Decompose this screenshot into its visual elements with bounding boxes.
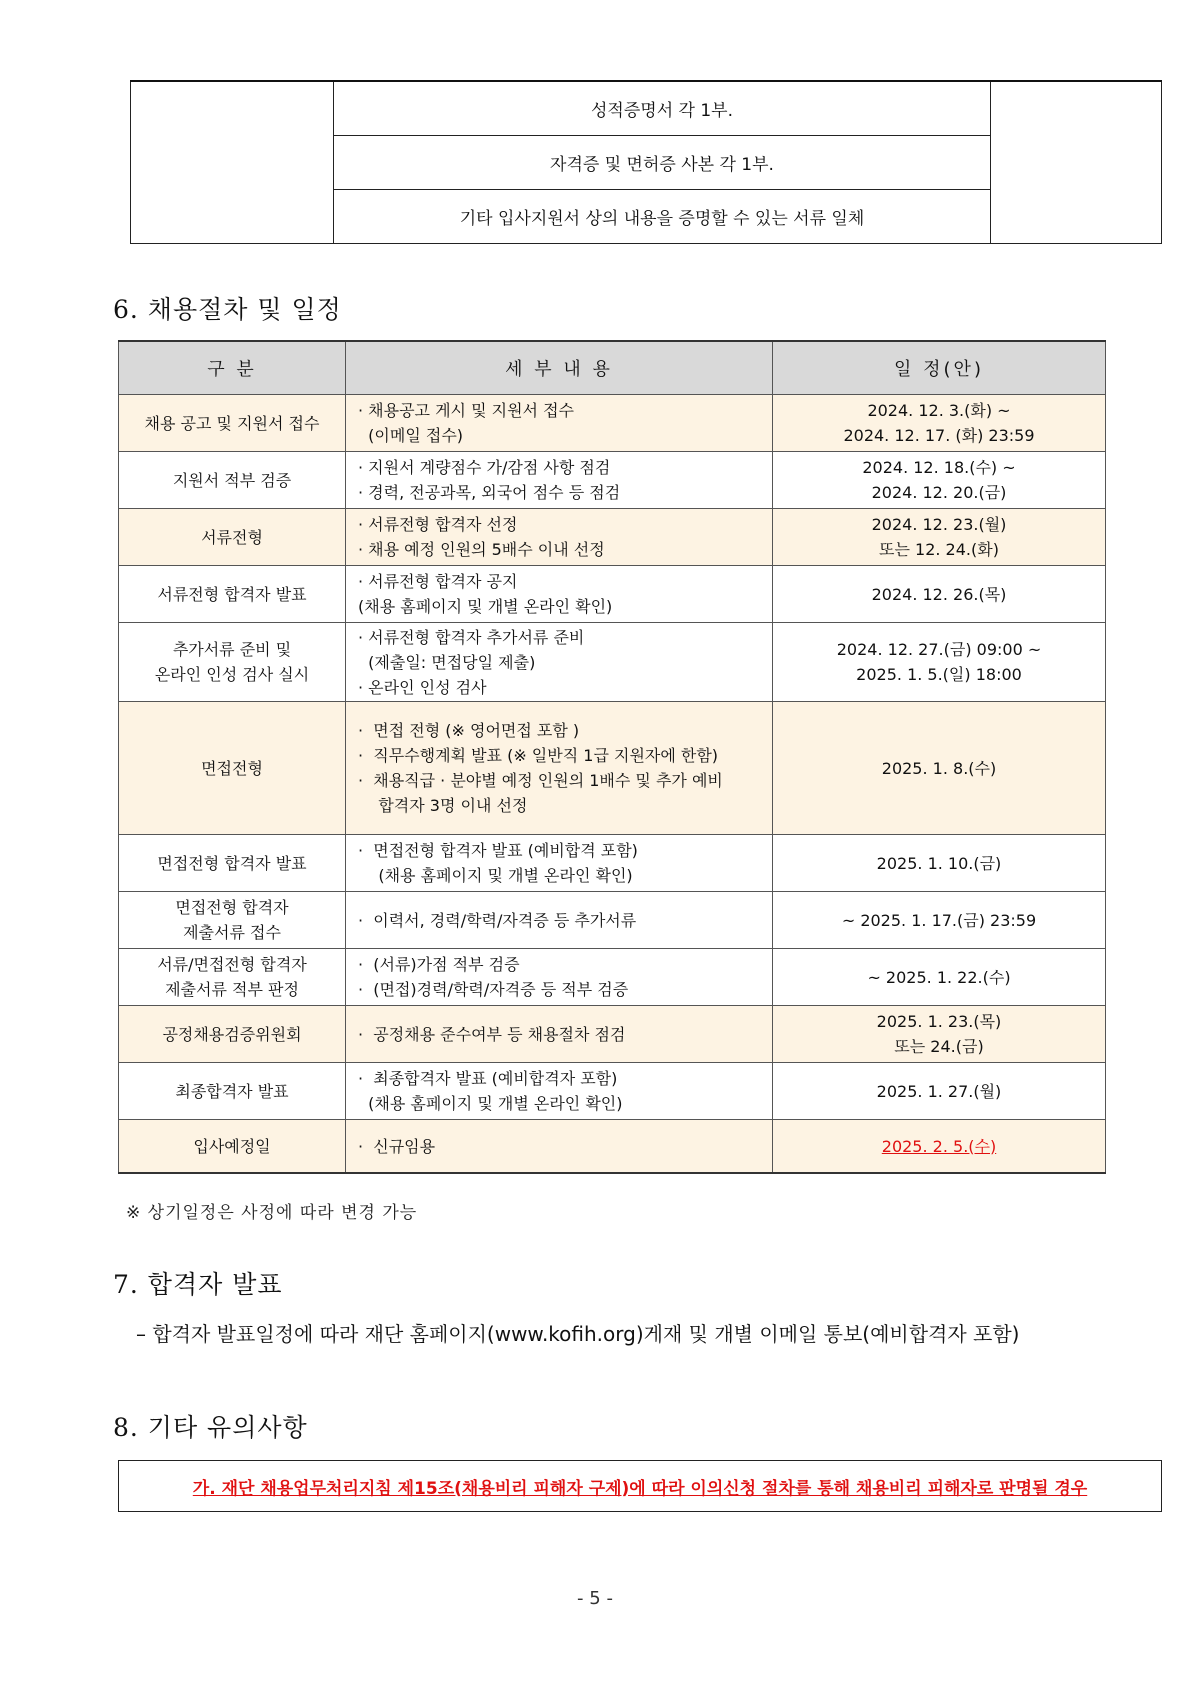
stage-cell: [119, 395, 346, 452]
schedule-row: [119, 1006, 1106, 1063]
schedule-row: [119, 623, 1106, 702]
table-row: [131, 81, 1162, 136]
schedule-note: ※ 상기일정은 사정에 따라 변경 가능: [126, 1203, 418, 1223]
dates-cell-line: 2025. 1. 8.(수): [881, 758, 997, 778]
schedule-row: [119, 395, 1106, 452]
details-cell: [346, 395, 773, 452]
dates-cell-line: 2025. 1. 23.(목): [876, 1012, 1002, 1031]
dates-cell-line: 2025. 1. 5.(일) 18:00: [856, 665, 1022, 684]
schedule-header-row: [119, 341, 1106, 395]
section-8-title: 8. 기타 유의사항: [113, 1413, 308, 1442]
dates-cell-line: 또는 24.(금): [894, 1037, 984, 1056]
stage-cell-line: 지원서 적부 검증: [172, 470, 292, 490]
details-cell: [346, 1120, 773, 1174]
stage-cell: [119, 1120, 346, 1174]
stage-cell: [119, 1006, 346, 1063]
stage-cell-line: 서류전형 합격자 발표: [157, 584, 307, 604]
details-cell: [346, 1006, 773, 1063]
details-cell-line: · 지원서 계량점수 가/감점 사항 점검: [358, 458, 611, 477]
document-item: 기타 입사지원서 상의 내용을 증명할 수 있는 서류 일체: [334, 190, 991, 244]
details-cell: [346, 702, 773, 835]
header-details: 세 부 내 용: [346, 341, 773, 395]
details-cell-line: · (서류)가점 적부 검증: [358, 955, 520, 974]
dates-cell: [773, 949, 1106, 1006]
section-7-title: 7. 합격자 발표: [113, 1270, 283, 1299]
dates-cell: [773, 1006, 1106, 1063]
stage-cell-line: 면접전형 합격자: [175, 898, 289, 917]
details-cell: [346, 949, 773, 1006]
dates-cell: [773, 509, 1106, 566]
stage-cell: [119, 566, 346, 623]
stage-cell-line: 공정채용검증위원회: [162, 1024, 302, 1044]
details-cell-line: · 채용 예정 인원의 5배수 이내 선정: [358, 540, 605, 559]
document-item: 자격증 및 면허증 사본 각 1부.: [334, 136, 991, 190]
stage-cell: [119, 1063, 346, 1120]
stage-cell: [119, 509, 346, 566]
details-cell: [346, 623, 773, 702]
schedule-row: [119, 835, 1106, 892]
details-cell-line: (제출일: 면접당일 제출): [358, 652, 536, 672]
stage-cell: [119, 892, 346, 949]
notice-text: 가. 재단 채용업무처리지침 제15조(채용비리 피해자 구제)에 따라 이의신청 절차를 통해 채용비리 피해자로 판명될 경우: [192, 1478, 1088, 1499]
dates-cell-line: 또는 12. 24.(화): [879, 540, 999, 559]
details-cell-line: · 서류전형 합격자 추가서류 준비: [358, 627, 585, 647]
details-cell: [346, 1063, 773, 1120]
stage-cell: [119, 702, 346, 835]
empty-cell: [131, 81, 334, 244]
details-cell: [346, 892, 773, 949]
dates-cell-line: 2024. 12. 20.(금): [871, 483, 1007, 502]
dates-cell: [773, 566, 1106, 623]
stage-cell-line: 제출서류 접수: [183, 923, 281, 942]
details-cell-line: · 면접 전형 (※ 영어면접 포함 ): [358, 721, 580, 740]
details-cell-line: · (면접)경력/학력/자격증 등 적부 검증: [358, 980, 629, 999]
details-cell-line: · 공정채용 준수여부 등 채용절차 점검: [358, 1024, 626, 1044]
dates-cell: [773, 702, 1106, 835]
stage-cell-line: 최종합격자 발표: [175, 1081, 289, 1101]
dates-cell: [773, 1063, 1106, 1120]
dates-cell: [773, 892, 1106, 949]
schedule-row: [119, 509, 1106, 566]
stage-cell-line: 채용 공고 및 지원서 접수: [144, 413, 320, 433]
page-number: - 5 -: [577, 1588, 613, 1609]
schedule-table: [118, 340, 1106, 1174]
schedule-row: [119, 452, 1106, 509]
stage-cell-line: 온라인 인성 검사 실시: [154, 665, 310, 684]
section-6-title: 6. 채용절차 및 일정: [113, 295, 342, 324]
details-cell: [346, 566, 773, 623]
schedule-row: [119, 892, 1106, 949]
dates-cell-line: 2024. 12. 3.(화) ~: [867, 401, 1011, 420]
stage-cell-line: 입사예정일: [193, 1136, 271, 1156]
dates-cell: [773, 395, 1106, 452]
dates-cell-line: 2024. 12. 27.(금) 09:00 ~: [836, 640, 1042, 659]
stage-cell-line: 제출서류 적부 판정: [165, 980, 299, 999]
schedule-row: [119, 1120, 1106, 1174]
dates-cell-line: 2025. 1. 10.(금): [876, 853, 1002, 873]
dates-cell-line: 2024. 12. 17. (화) 23:59: [843, 426, 1035, 445]
details-cell-line: · 이력서, 경력/학력/자격증 등 추가서류: [358, 910, 637, 930]
dates-cell-line: 2024. 12. 18.(수) ~: [862, 458, 1016, 477]
dates-cell-line: ~ 2025. 1. 17.(금) 23:59: [841, 910, 1037, 930]
announcement-line: – 합격자 발표일정에 따라 재단 홈페이지(www.kofih.org)게재 및 개별 이메일 통보(예비합격자 포함): [136, 1322, 1020, 1346]
details-cell-line: · 면접전형 합격자 발표 (예비합격 포함): [358, 841, 638, 860]
details-cell-line: (이메일 접수): [358, 426, 464, 445]
details-cell-line: (채용 홈페이지 및 개별 온라인 확인): [358, 597, 613, 616]
empty-cell: [991, 81, 1162, 244]
stage-cell: [119, 623, 346, 702]
dates-cell-line: ~ 2025. 1. 22.(수): [867, 967, 1011, 987]
details-cell-line: · 채용공고 게시 및 지원서 접수: [358, 401, 574, 420]
document-item: 성적증명서 각 1부.: [334, 81, 991, 136]
stage-cell: [119, 949, 346, 1006]
details-cell-line: · 채용직급 · 분야별 예정 인원의 1배수 및 추가 예비: [358, 771, 723, 790]
dates-cell-line: 2025. 2. 5.(수): [881, 1136, 997, 1156]
dates-cell: [773, 623, 1106, 702]
dates-cell: [773, 452, 1106, 509]
dates-cell-line: 2025. 1. 27.(월): [876, 1081, 1002, 1101]
schedule-row: [119, 566, 1106, 623]
schedule-row: [119, 949, 1106, 1006]
notice-box: [118, 1460, 1162, 1512]
stage-cell-line: 추가서류 준비 및: [172, 640, 292, 659]
details-cell-line: 합격자 3명 이내 선정: [358, 796, 528, 815]
schedule-row: [119, 702, 1106, 835]
details-cell: [346, 509, 773, 566]
dates-cell-line: 2024. 12. 23.(월): [871, 515, 1007, 534]
stage-cell-line: 면접전형: [201, 758, 263, 778]
details-cell-line: · 최종합격자 발표 (예비합격자 포함): [358, 1069, 618, 1088]
details-cell-line: · 경력, 전공과목, 외국어 점수 등 점검: [358, 483, 621, 502]
stage-cell-line: 서류/면접전형 합격자: [157, 955, 307, 974]
details-cell: [346, 452, 773, 509]
dates-cell: [773, 835, 1106, 892]
required-documents-table: [130, 80, 1162, 244]
details-cell-line: · 온라인 인성 검사: [358, 677, 487, 697]
details-cell: [346, 835, 773, 892]
details-cell-line: · 서류전형 합격자 선정: [358, 515, 518, 534]
details-cell-line: · 신규임용: [358, 1136, 436, 1156]
dates-cell: [773, 1120, 1106, 1174]
header-stage: 구 분: [119, 341, 346, 395]
dates-cell-line: 2024. 12. 26.(목): [871, 584, 1007, 604]
details-cell-line: · 직무수행계획 발표 (※ 일반직 1급 지원자에 한함): [358, 746, 719, 765]
header-dates: 일 정(안): [773, 341, 1106, 395]
details-cell-line: · 서류전형 합격자 공지: [358, 572, 518, 591]
stage-cell: [119, 452, 346, 509]
stage-cell-line: 서류전형: [201, 527, 263, 547]
stage-cell-line: 면접전형 합격자 발표: [157, 853, 307, 873]
details-cell-line: (채용 홈페이지 및 개별 온라인 확인): [358, 1094, 623, 1113]
stage-cell: [119, 835, 346, 892]
details-cell-line: (채용 홈페이지 및 개별 온라인 확인): [358, 866, 633, 885]
schedule-row: [119, 1063, 1106, 1120]
